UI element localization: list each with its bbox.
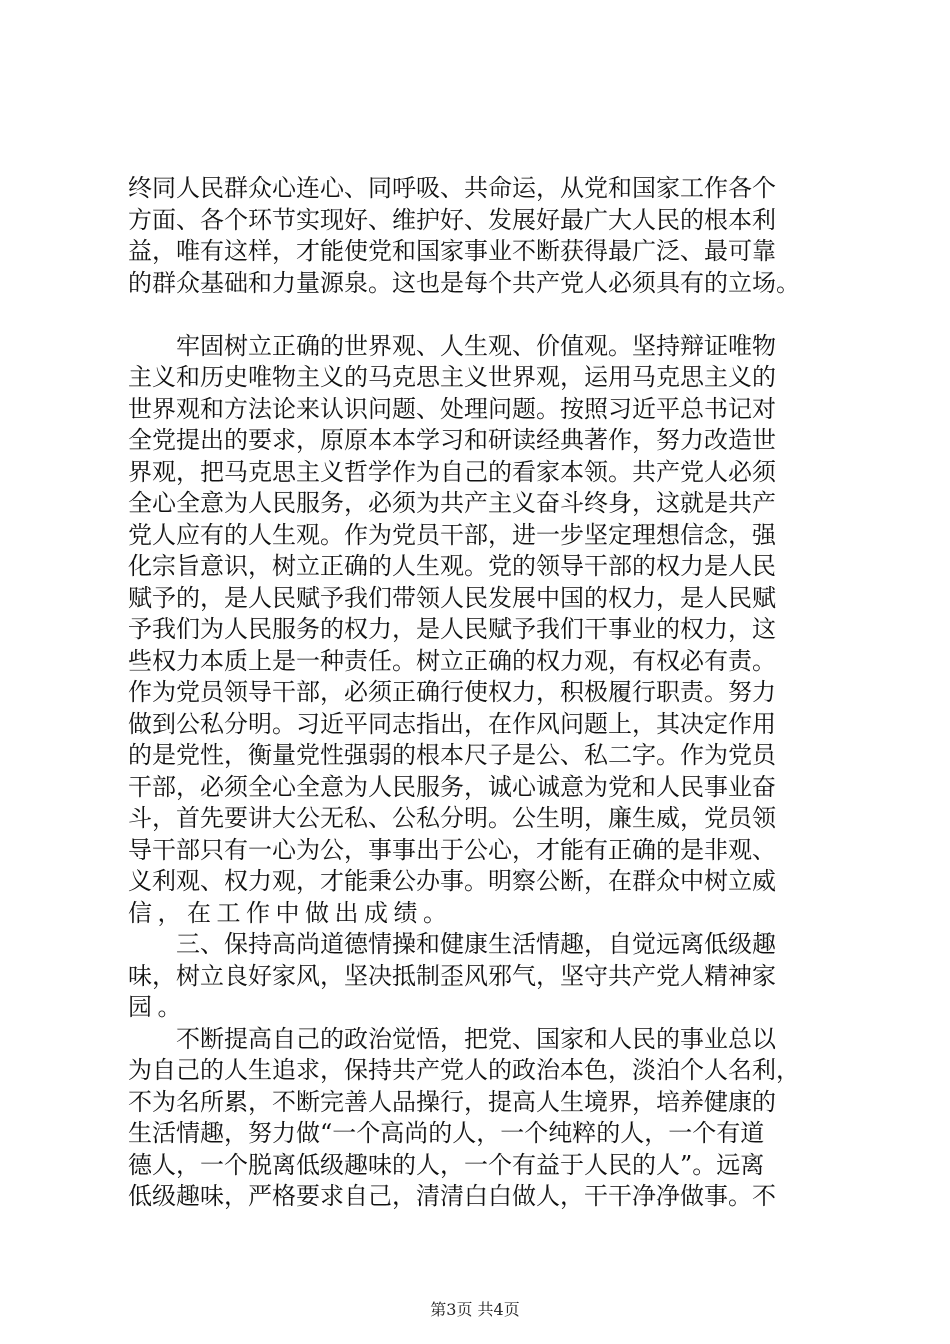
text-line: 界观，把马克思主义哲学作为自己的看家本领。共产党人必须	[128, 457, 776, 486]
text-line: 为自己的人生追求，保持共产党人的政治本色，淡泊个人名利，	[128, 1056, 800, 1084]
text-line: 义利观、权力观，才能秉公办事。明察公断，在群众中树立威	[128, 867, 776, 895]
text-line: 园。	[128, 993, 187, 1021]
text-line: 予我们为人民服务的权力，是人民赋予我们干事业的权力，这	[128, 615, 776, 643]
text-line: 德人，一个脱离低级趣味的人，一个有益于人民的人”。远离	[128, 1150, 765, 1179]
text-line: 干部，必须全心全意为人民服务，诚心诚意为党和人民事业奋	[128, 772, 776, 801]
text-line: 不为名所累，不断完善人品操行，提高人生境界，培养健康的	[128, 1087, 776, 1116]
text-line: 信，在工作中做出成绩。	[128, 898, 453, 927]
text-line: 导干部只有一心为公，事事出于公心，才能有正确的是非观、	[128, 835, 776, 864]
text-line: 生活情趣，努力做“一个高尚的人，一个纯粹的人，一个有道	[128, 1119, 765, 1147]
text-line: 全心全意为人民服务，必须为共产主义奋斗终身，这就是共产	[128, 489, 776, 517]
text-line: 三、保持高尚道德情操和健康生活情趣，自觉远离低级趣	[128, 930, 776, 958]
text-line: 的群众基础和力量源泉。这也是每个共产党人必须具有的立场。	[128, 268, 800, 297]
text-line: 益，唯有这样，才能使党和国家事业不断获得最广泛、最可靠	[128, 237, 776, 265]
page-footer: 第3页 共4页	[430, 1300, 520, 1319]
text-line: 牢固树立正确的世界观、人生观、价值观。坚持辩证唯物	[128, 331, 776, 360]
text-line: 些权力本质上是一种责任。树立正确的权力观，有权必有责。	[128, 646, 776, 675]
paragraph-gap	[128, 299, 830, 331]
text-line: 世界观和方法论来认识问题、处理问题。按照习近平总书记对	[128, 394, 776, 423]
document-body	[128, 173, 830, 1213]
text-line: 方面、各个环节实现好、维护好、发展好最广大人民的根本利	[128, 205, 776, 234]
text-line: 斗，首先要讲大公无私、公私分明。公生明，廉生威，党员领	[128, 804, 776, 832]
text-line: 味，树立良好家风，坚决抵制歪风邪气，坚守共产党人精神家	[128, 961, 776, 990]
text-line: 作为党员领导干部，必须正确行使权力，积极履行职责。努力	[128, 678, 776, 706]
text-line: 全党提出的要求，原原本本学习和研读经典著作，努力改造世	[128, 426, 776, 454]
text-line: 终同人民群众心连心、同呼吸、共命运，从党和国家工作各个	[128, 174, 776, 202]
text-line: 化宗旨意识，树立正确的人生观。党的领导干部的权力是人民	[128, 552, 776, 580]
text-line: 做到公私分明。习近平同志指出，在作风问题上，其决定作用	[128, 709, 776, 738]
text-line: 赋予的，是人民赋予我们带领人民发展中国的权力，是人民赋	[128, 583, 776, 612]
text-line: 的是党性，衡量党性强弱的根本尺子是公、私二字。作为党员	[128, 741, 776, 769]
text-line: 低级趣味，严格要求自己，清清白白做人，干干净净做事。不	[128, 1182, 776, 1210]
text-line: 党人应有的人生观。作为党员干部，进一步坚定理想信念，强	[128, 520, 776, 549]
text-line: 不断提高自己的政治觉悟，把党、国家和人民的事业总以	[128, 1024, 776, 1053]
text-line: 主义和历史唯物主义的马克思主义世界观，运用马克思主义的	[128, 363, 776, 391]
